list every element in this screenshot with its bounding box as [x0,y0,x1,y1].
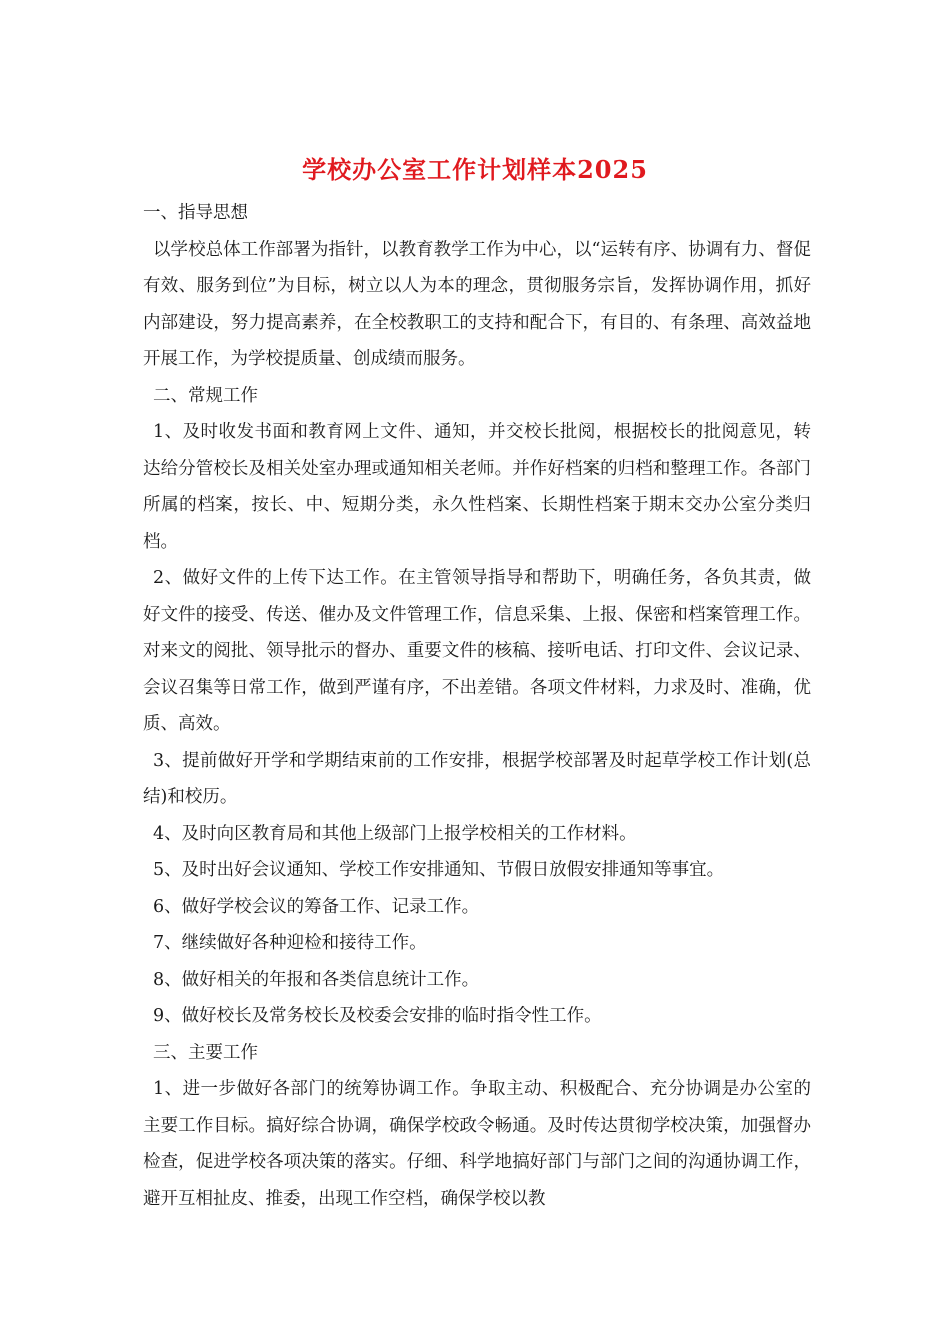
routine-item: 5、及时出好会议通知、学校工作安排通知、节假日放假安排通知等事宜。 [153,860,725,880]
section-heading-main-work: 三、主要工作 [153,1042,258,1063]
guiding-ideology-paragraph: 以学校总体工作部署为指针，以教育教学工作为中心，以“运转有序、协调有力、督促有效、服务到位”为目标，树立以人为本的理念，贯彻服务宗旨，发挥协调作用，抓好内部建设，努力提高素养，在全校教职工的支持和配合下，有目的、有条理、高效益地开展工作，为学校提质量、创成绩而服务。 [143,239,811,369]
routine-item: 3、提前做好开学和学期结束前的工作安排，根据学校部署及时起草学校工作计划(总结)和校历。 [143,750,811,807]
routine-item: 7、继续做好各种迎检和接待工作。 [153,933,427,953]
document-body [143,195,811,1217]
routine-item: 9、做好校长及常务校长及校委会安排的临时指令性工作。 [153,1006,602,1026]
section-heading-routine-work: 二、常规工作 [153,385,258,406]
routine-item: 4、及时向区教育局和其他上级部门上报学校相关的工作材料。 [153,823,637,844]
routine-item: 2、做好文件的上传下达工作。在主管领导指导和帮助下，明确任务，各负其责，做好文件的接受、传送、催办及文件管理工作，信息采集、上报、保密和档案管理工作。对来文的阅批、领导批示的督办、重要文件的核稿、接听电话、打印文件、会议记录、会议召集等日常工作，做到严谨有序，不出差错。各项文件材料，力求及时、准确，优质、高效。 [143,568,811,734]
section-heading-guiding-ideology: 一、指导思想 [143,203,248,223]
routine-item: 6、做好学校会议的筹备工作、记录工作。 [153,896,480,917]
main-work-item: 1、进一步做好各部门的统筹协调工作。争取主动、积极配合、充分协调是办公室的主要工作目标。搞好综合协调，确保学校政令畅通。及时传达贯彻学校决策，加强督办检查，促进学校各项决策的落实。仔细、科学地搞好部门与部门之间的沟通协调工作，避开互相扯皮、推委，出现工作空档，确保学校以教 [143,1079,811,1209]
document-title: 学校办公室工作计划样本2025 [302,155,648,184]
routine-item: 8、做好相关的年报和各类信息统计工作。 [153,969,480,990]
routine-item: 1、及时收发书面和教育网上文件、通知，并交校长批阅，根据校长的批阅意见，转达给分管校长及相关处室办理或通知相关老师。并作好档案的归档和整理工作。各部门所属的档案，按长、中、短期分类，永久性档案、长期性档案于期末交办公室分类归档。 [143,422,811,552]
